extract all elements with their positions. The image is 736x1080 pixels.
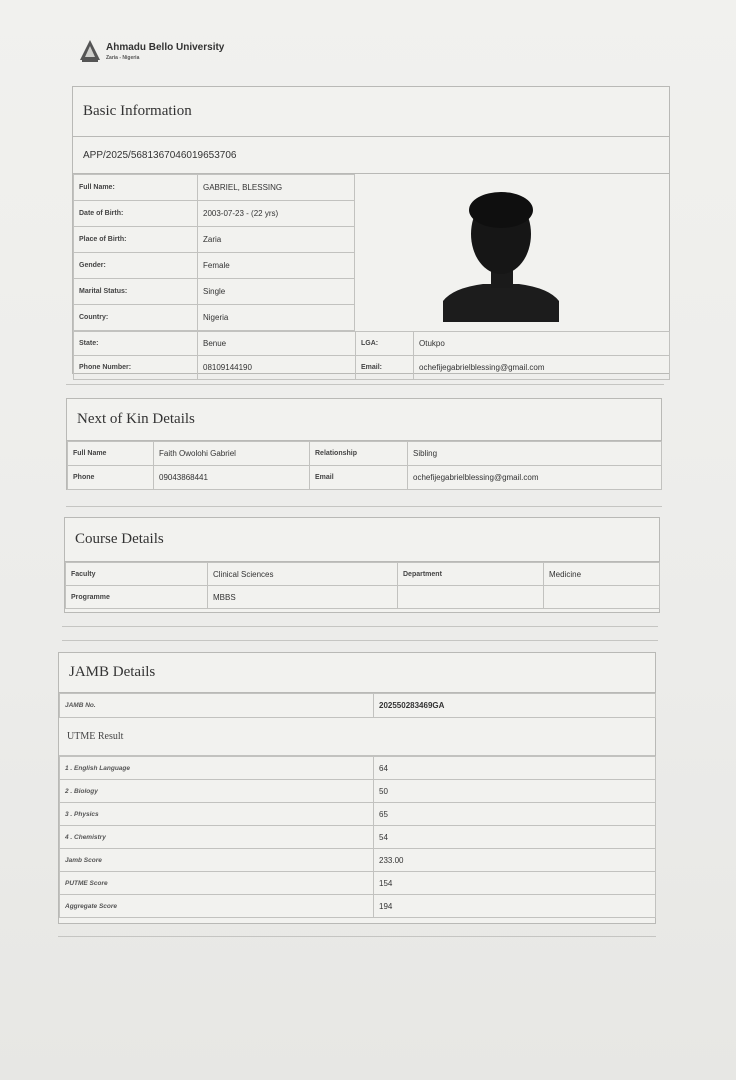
person-silhouette-icon [443,176,559,322]
faculty-value: Clinical Sciences [208,563,398,586]
utme-score-value: 233.00 [374,849,656,872]
kin-relationship-label: Relationship [310,442,408,466]
university-location: Zaria - Nigeria [106,54,140,61]
faculty-label: Faculty [66,563,208,586]
table-row [66,563,660,586]
kin-email-value: ochefijegabrielblessing@gmail.com [408,466,662,490]
jamb-details-title: JAMB Details [59,653,655,693]
utme-score-value: 194 [374,895,656,918]
phone-label: Phone Number: [74,356,198,380]
programme-value: MBBS [208,586,398,609]
table-row [68,442,662,466]
table-row [74,175,355,201]
utme-subject-label: Jamb Score [60,849,374,872]
jamb-number-label: JAMB No. [60,694,374,718]
university-logo-icon [78,38,102,64]
table-row [74,305,355,331]
basic-row-label: Country: [74,305,198,331]
kin-name-value: Faith Owolohi Gabriel [154,442,310,466]
basic-row-value: Female [198,253,355,279]
email-label: Email: [356,356,414,380]
kin-email-label: Email [310,466,408,490]
table-row [60,872,656,895]
department-label: Department [398,563,544,586]
utme-subject-label: 4 . Chemistry [60,826,374,849]
application-number: APP/2025/5681367046019653706 [73,137,669,174]
basic-row-value: Zaria [198,227,355,253]
table-row [60,694,656,718]
basic-row-label: Gender: [74,253,198,279]
section-divider [66,506,662,507]
table-row [74,201,355,227]
lga-label: LGA: [356,332,414,356]
section-divider [58,936,656,937]
table-row [68,466,662,490]
table-row [66,586,660,609]
kin-relationship-value: Sibling [408,442,662,466]
basic-info-table [73,174,355,331]
utme-subject-label: 1 . English Language [60,757,374,780]
table-row [60,849,656,872]
jamb-number-table [59,693,656,718]
utme-score-value: 50 [374,780,656,803]
programme-label: Programme [66,586,208,609]
utme-result-title: UTME Result [59,718,655,756]
table-row [60,803,656,826]
table-row [74,279,355,305]
next-of-kin-section [66,398,662,490]
jamb-number-value: 202550283469GA [374,694,656,718]
table-row [74,227,355,253]
university-name: Ahmadu Bello University [106,41,225,53]
table-row [74,253,355,279]
basic-info-bottom-table [73,331,670,380]
utme-score-value: 54 [374,826,656,849]
state-value: Benue [198,332,356,356]
basic-row-value: 2003-07-23 - (22 yrs) [198,201,355,227]
passport-photo [443,176,559,322]
next-of-kin-title: Next of Kin Details [67,399,661,441]
table-row [74,332,670,356]
course-details-table [65,562,660,609]
course-details-title: Course Details [65,518,659,562]
phone-value: 08109144190 [198,356,356,380]
kin-phone-label: Phone [68,466,154,490]
section-divider [62,626,658,627]
basic-information-section [72,86,670,374]
university-header [78,38,224,64]
utme-subject-label: PUTME Score [60,872,374,895]
lga-value: Otukpo [414,332,670,356]
next-of-kin-table [67,441,662,490]
section-divider [66,384,664,385]
basic-row-label: Full Name: [74,175,198,201]
table-row [60,826,656,849]
utme-score-value: 65 [374,803,656,826]
basic-row-label: Marital Status: [74,279,198,305]
section-divider [62,640,658,641]
basic-row-label: Place of Birth: [74,227,198,253]
utme-subject-label: 2 . Biology [60,780,374,803]
basic-information-title: Basic Information [73,87,669,137]
state-label: State: [74,332,198,356]
basic-row-label: Date of Birth: [74,201,198,227]
email-value: ochefijegabrielblessing@gmail.com [414,356,670,380]
course-details-section [64,517,660,613]
utme-result-table [59,756,656,918]
utme-score-value: 154 [374,872,656,895]
kin-phone-value: 09043868441 [154,466,310,490]
kin-name-label: Full Name [68,442,154,466]
utme-subject-label: 3 . Physics [60,803,374,826]
department-value: Medicine [544,563,660,586]
utme-score-value: 64 [374,757,656,780]
basic-row-value: Single [198,279,355,305]
jamb-details-section [58,652,656,924]
basic-row-value: GABRIEL, BLESSING [198,175,355,201]
table-row [74,356,670,380]
basic-row-value: Nigeria [198,305,355,331]
table-row [60,895,656,918]
utme-subject-label: Aggregate Score [60,895,374,918]
table-row [60,780,656,803]
table-row [60,757,656,780]
